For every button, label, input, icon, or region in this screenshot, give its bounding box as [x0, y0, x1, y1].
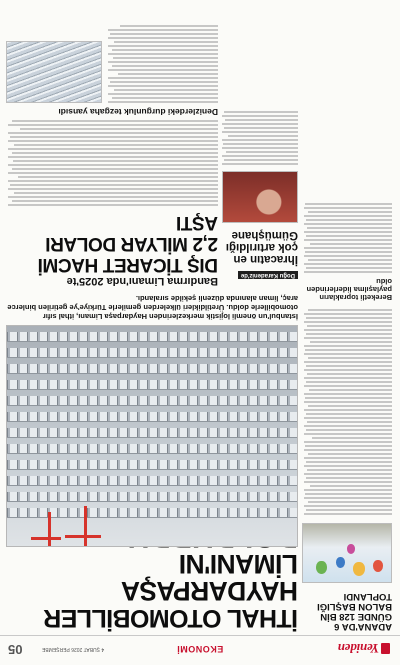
page-number: 05 [8, 642, 23, 657]
bereket-story [302, 203, 392, 301]
headline-line-2: HAYDARPAŞA LİMANI'NI [122, 549, 298, 606]
gumushane-body [222, 111, 298, 165]
bereket-body [302, 203, 392, 273]
balloon-story-body [302, 309, 392, 515]
fish-body [108, 25, 218, 103]
trade-headline-2: 2,2 MİLYAR DOLARI AŞTI [45, 212, 218, 254]
main-story-deck: İstanbul'un önemli lojistik merkezlerinden Haydarpaşa Limanı, ithal sıfır otomobillerle doldu. Üretildikleri ülkelerden gemilerle Türkiye'ye getirilen binlerce araç, liman alanında düzenli şekilde sıralandı. [7, 294, 298, 321]
section-label: EKONOMİ [176, 644, 224, 654]
left-column [302, 11, 392, 631]
headline-line-1: İTHAL OTOMOBİLLER [43, 604, 298, 632]
official-portrait [222, 171, 298, 223]
issue-date: 4 ŞUBAT 2026 PERŞEMBE [42, 646, 105, 652]
trade-story [6, 203, 218, 287]
trade-subhead: Bandırma Limanı'nda 2025'te [66, 275, 218, 287]
masthead-bar [0, 635, 400, 665]
trade-headline-1: DIŞ TİCARET HACMİ [37, 254, 218, 275]
logo-text: Yeniden [337, 641, 379, 656]
main-headline [6, 551, 298, 631]
fish-headline: Denizlerdeki durgunluk tezgaha yansıdı [58, 107, 218, 117]
gumushane-tag: Doğu Karadeniz'de [238, 271, 298, 279]
trade-body [6, 120, 218, 206]
gumushane-box [222, 137, 298, 287]
balloon-story-headline: ADANA'DA 6 GÜNDE 128 BİN BALON BAŞLIĞI TOPLANDI [317, 591, 392, 632]
port-cars-photo [6, 325, 298, 547]
fish-photo [6, 41, 102, 103]
newspaper-logo [320, 640, 390, 656]
gumushane-headline: İhracatın en çok artırıldığı Gümüşhane [225, 229, 298, 265]
logo-mark-icon [381, 643, 390, 654]
bereket-headline: Bereketli toprakların paylaşılma liderlerinden oldu [306, 277, 392, 302]
balloon-photo [302, 523, 392, 583]
fish-story [6, 9, 218, 117]
